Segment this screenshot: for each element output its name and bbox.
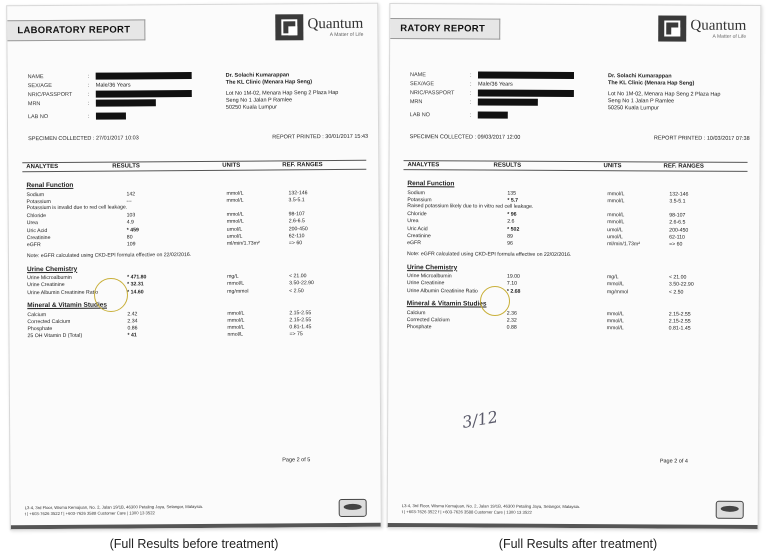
abnormal-flag: * (507, 211, 510, 218)
patient-row: NRIC/PASSPORT : (410, 88, 590, 98)
result-value: 19.00 (506, 273, 520, 280)
patient-row: LAB NO : (28, 111, 208, 121)
results-body (26, 174, 367, 340)
abnormal-flag: * (506, 288, 509, 295)
redacted-block (478, 111, 508, 118)
analyte-unit: umol/L (607, 233, 623, 240)
analyte-name: Uric Acid (26, 227, 48, 234)
analyte-value (123, 288, 227, 295)
patient-row: SEX/AGE : Male/36 Years (27, 81, 131, 89)
analyte-value (123, 226, 227, 233)
result-value: 5.7 (510, 197, 519, 204)
result-value: 471.80 (130, 274, 147, 281)
section-title-mineral: Mineral & Vitamin Studies (406, 300, 487, 308)
result-value: 2.34 (127, 318, 138, 325)
reference-range: 2.15-2.55 (668, 318, 691, 325)
analyte-value (123, 281, 227, 288)
analyte-unit: mg/L (606, 274, 619, 281)
column-header: ANALYTES (26, 163, 59, 171)
analyte-name: Corrected Calcium (406, 317, 450, 324)
patient-info (410, 70, 590, 120)
reference-range: 200-450 (288, 225, 308, 232)
analyte-value (123, 219, 227, 226)
analyte-name: Corrected Calcium (27, 318, 71, 326)
reference-range: 2.6-6.5 (669, 219, 686, 226)
reference-range: < 21.00 (289, 273, 307, 280)
column-header: REF. RANGES (663, 163, 704, 170)
reference-range: 62-110 (288, 232, 305, 240)
reference-range: 98-107 (288, 211, 305, 218)
accreditation-badge (716, 501, 744, 519)
reference-range: 2.15-2.55 (289, 310, 312, 317)
abnormal-flag: * (127, 274, 130, 281)
analyte-unit: mg/mmol (606, 288, 629, 295)
redacted-block (96, 90, 192, 98)
analyte-value (503, 325, 607, 332)
patient-row: LAB NO : (410, 110, 590, 120)
footer-address (25, 503, 325, 517)
reference-range: 3.5-5.1 (288, 197, 305, 204)
logo-tagline: A Matter of Life (329, 31, 364, 38)
egfr-note: Note: eGFR calculated using CKD-EPI formula effective on 22/02/2016. (407, 250, 572, 258)
result-value: 96 (507, 240, 513, 247)
analyte-name: eGFR (26, 241, 41, 249)
patient-row: NAME : (28, 71, 208, 81)
abnormal-flag: * (127, 332, 130, 339)
patient-field-label: SEX/AGE (27, 82, 52, 89)
result-value: 142 (126, 191, 136, 198)
specimen-dates (410, 134, 750, 142)
redacted-block (478, 89, 574, 97)
analyte-unit: mmol/L (226, 197, 244, 204)
analyte-name: Sodium (26, 191, 45, 198)
redacted-block (96, 72, 192, 80)
clinic-address-line: 50250 Kuala Lumpur (607, 105, 659, 112)
patient-field-label: MRN (409, 98, 423, 105)
analyte-unit: umol/L (607, 226, 623, 233)
clinic-address-line: Lot No 1M-02, Menara Hap Seng 2 Plaza Hap (607, 91, 721, 98)
clinic-name: The KL Clinic (Menara Hap Seng) (225, 79, 313, 86)
analyte-name: eGFR (407, 240, 421, 247)
analyte-value (503, 241, 607, 248)
patient-field-label: MRN (27, 100, 41, 107)
analyte-value (123, 198, 227, 205)
patient-row: NRIC/PASSPORT : (28, 89, 208, 99)
quantum-logo-icon (658, 15, 686, 41)
patient-field-label: NRIC/PASSPORT (409, 89, 455, 96)
result-value: --- (126, 198, 132, 205)
clinic-address-line: Seng No 1 Jalan P Ramlee (225, 97, 293, 104)
footer-address (402, 503, 702, 517)
doctor-info (608, 73, 748, 113)
footer-strip (11, 523, 381, 530)
doctor-name: Dr. Solachi Kumarappan (225, 72, 290, 79)
reference-range: 0.81-1.45 (668, 325, 691, 332)
reference-range: 0.81-1.45 (289, 324, 312, 331)
section-title-urine: Urine Chemistry (406, 263, 458, 272)
analyte-value (123, 318, 227, 325)
renal-note: Raised potassium likely due to in vitro red cell leakage. (407, 203, 534, 211)
analyte-unit: ml/min/1.73m² (607, 241, 641, 248)
reference-range: => 60 (288, 240, 303, 247)
specimen-collected: SPECIMEN COLLECTED : 09/03/2017 12:00 (409, 134, 521, 141)
patient-row: NAME : (410, 70, 590, 80)
analyte-value (503, 197, 607, 204)
report-title: RATORY REPORT (390, 18, 500, 40)
analyte-name: Urine Albumin Creatinine Ratio (27, 289, 99, 296)
footer-line: L3-4, 3rd Floor, Wisma Kemajuan, No. 2, Jalan 19/1B, 46300 Petaling Jaya, Selangor, Malaysia. (401, 503, 581, 510)
result-value: 7.10 (506, 281, 518, 288)
analyte-unit: mmol/L (606, 325, 624, 332)
analyte-unit: mmol/L (607, 190, 625, 197)
redacted-block (478, 98, 538, 105)
column-header: RESULTS (112, 163, 140, 170)
result-value: 32.31 (130, 281, 144, 288)
result-value: 4.9 (126, 219, 134, 226)
report-printed: REPORT PRINTED : 30/01/2017 15:43 (272, 133, 369, 141)
patient-sexage: Male/36 Years (477, 80, 513, 88)
analyte-name: Creatinine (407, 232, 431, 239)
analyte-name: Chloride (407, 211, 427, 218)
analyte-value (122, 190, 226, 197)
analyte-name: Urine Albumin Creatinine Ratio (406, 287, 478, 295)
analyte-value (123, 241, 227, 248)
analyte-value (503, 288, 607, 295)
reference-range: 2.6-6.5 (288, 218, 305, 225)
analyte-name: 25 OH Vitamin D (Total) (27, 333, 83, 340)
result-row (27, 239, 367, 249)
section-title-urine: Urine Chemistry (26, 265, 78, 273)
reference-range: => 75 (289, 331, 303, 338)
analyte-name: Urine Microalbumin (27, 275, 72, 282)
clinic-address-line: Seng No 1 Jalan P Ramlee (607, 98, 675, 105)
result-value: 96 (510, 211, 517, 218)
patient-field-label: LAB NO (409, 111, 430, 118)
patient-field-label: LAB NO (27, 113, 49, 120)
column-header: REF. RANGES (282, 162, 323, 169)
analyte-unit: mmol/L (227, 324, 245, 331)
analyte-name: Phosphate (406, 324, 432, 331)
reference-range: 3.5-5.1 (669, 198, 686, 205)
analyte-name: Urine Creatinine (406, 280, 445, 287)
clinic-address-line: Lot No 1M-02, Menara Hap Seng 2 Plaza Hap (225, 89, 339, 97)
column-header: UNITS (222, 162, 241, 169)
clinic-name: The KL Clinic (Menara Hap Seng) (607, 80, 695, 87)
analyte-unit: umol/L (226, 226, 243, 233)
analyte-value (503, 274, 607, 281)
redacted-block (96, 99, 156, 106)
handwritten-note: 3/12 (460, 407, 500, 432)
patient-row: MRN : (410, 97, 590, 107)
abnormal-flag: * (507, 197, 510, 204)
analyte-unit: mmol/L (607, 219, 625, 226)
result-row (407, 239, 747, 248)
doctor-info (226, 72, 366, 112)
logo-name: Quantum (307, 15, 364, 32)
result-value: 41 (130, 332, 137, 339)
reference-range: 200-450 (669, 227, 689, 234)
report-sheet-after (387, 3, 762, 530)
result-row (27, 287, 367, 297)
analyte-name: Uric Acid (407, 225, 428, 232)
result-value: 459 (130, 226, 139, 233)
result-row (407, 324, 747, 333)
result-value: 2.36 (506, 310, 517, 317)
patient-field-label: NAME (27, 73, 44, 80)
report-sheet-before (6, 3, 382, 531)
analyte-unit: mmol/L (606, 311, 624, 318)
logo-name: Quantum (690, 17, 747, 34)
reference-range: 3.50-22.90 (668, 281, 694, 289)
analyte-unit: mmol/L (606, 281, 624, 288)
analyte-unit: mmol/L (226, 190, 244, 197)
result-value: 103 (126, 212, 136, 219)
analyte-value (503, 233, 607, 240)
abnormal-flag: * (127, 281, 130, 288)
result-value: 109 (126, 241, 136, 248)
analyte-unit: ml/min/1.73m² (226, 240, 260, 247)
reference-range: < 21.00 (668, 274, 687, 281)
result-value: 2.32 (506, 317, 517, 324)
analyte-value (503, 190, 607, 197)
reference-range: 62-110 (669, 234, 685, 241)
analyte-unit: mmol/L (226, 218, 244, 226)
accreditation-badge (339, 499, 367, 517)
patient-row: MRN : (28, 98, 208, 108)
reference-range: 132-146 (669, 191, 689, 198)
results-body (407, 174, 748, 333)
analyte-name: Calcium (406, 309, 426, 317)
analyte-value (503, 310, 607, 317)
report-printed: REPORT PRINTED : 10/03/2017 07:38 (653, 135, 750, 142)
analyte-name: Potassium (26, 198, 51, 205)
analyte-name: Phosphate (27, 326, 53, 333)
report-title: LABORATORY REPORT (7, 19, 145, 41)
reference-range: < 2.50 (289, 287, 304, 294)
result-value: 0.88 (506, 324, 517, 331)
patient-field-label: NRIC/PASSPORT (27, 91, 73, 98)
section-title-mineral: Mineral & Vitamin Studies (27, 301, 108, 310)
analyte-unit: mmol/L (606, 318, 624, 325)
results-table-header (22, 160, 366, 172)
egfr-note: Note: eGFR calculated using CKD-EPI formula effective on 22/02/2016. (26, 251, 192, 259)
reference-range: 132-146 (288, 189, 308, 196)
analyte-unit: mg/L (227, 273, 239, 281)
analyte-name: Urea (26, 220, 38, 227)
analyte-unit: mmol/L (227, 281, 245, 288)
patient-sexage: Male/36 Years (95, 81, 131, 89)
redacted-block (96, 112, 126, 119)
analyte-unit: mmol/L (607, 197, 625, 205)
reference-range: 3.50-22.90 (289, 280, 314, 287)
abnormal-flag: * (126, 226, 129, 233)
analyte-name: Calcium (27, 311, 47, 319)
footer-line: t | +603-7626 3522 f | +603-7626 3588 Customer Care | 1300 13 3522 (401, 509, 532, 515)
quantum-logo (275, 14, 363, 41)
analyte-value (123, 311, 227, 318)
renal-note: Potassium is invalid due to red cell leakage. (26, 204, 128, 212)
redacted-block (478, 71, 574, 79)
patient-row: SEX/AGE : Male/36 Years (409, 80, 513, 88)
logo-tagline: A Matter of Life (712, 33, 747, 40)
result-value: 14.60 (130, 289, 144, 296)
analyte-unit: mmol/L (607, 212, 625, 219)
result-value: 0.86 (127, 325, 138, 332)
quantum-logo (658, 15, 746, 41)
analyte-name: Chloride (26, 213, 46, 220)
patient-field-label: SEX/AGE (409, 80, 435, 87)
highlight-circle-before (94, 278, 128, 312)
result-row (27, 331, 367, 341)
page-number: Page 2 of 4 (659, 458, 688, 465)
reference-range: => 60 (669, 241, 683, 248)
analyte-name: Potassium (407, 196, 432, 204)
analyte-unit: mmol/L (227, 310, 245, 317)
result-value: 135 (507, 190, 517, 197)
column-header: RESULTS (493, 162, 522, 169)
analyte-value (123, 212, 227, 219)
result-row (407, 287, 747, 296)
reference-range: 2.15-2.55 (289, 317, 312, 324)
section-title-renal: Renal Function (407, 180, 455, 188)
analyte-unit: nmol/L (227, 332, 244, 339)
result-value: 80 (126, 234, 133, 241)
analyte-name: Urine Creatinine (27, 282, 65, 289)
analyte-unit: mg/mmol (227, 288, 249, 295)
specimen-collected: SPECIMEN COLLECTED : 27/01/2017 10:03 (28, 135, 139, 143)
analyte-unit: mmol/L (226, 211, 244, 218)
analyte-value (123, 233, 227, 240)
reference-range: 2.15-2.55 (668, 311, 691, 318)
doctor-name: Dr. Solachi Kumarappan (607, 73, 672, 80)
reference-range: < 2.50 (668, 289, 684, 296)
result-value: 502 (510, 226, 520, 233)
result-value: 89 (507, 233, 513, 240)
patient-field-label: NAME (409, 71, 426, 78)
analyte-unit: mmol/L (227, 317, 245, 324)
reference-range: 98-107 (669, 212, 686, 219)
analyte-name: Urine Microalbumin (406, 273, 452, 280)
section-title-renal: Renal Function (26, 181, 74, 190)
analyte-value (503, 212, 607, 219)
analyte-name: Creatinine (26, 234, 51, 241)
results-table-header (404, 160, 748, 172)
footer-strip (388, 523, 758, 529)
abnormal-flag: * (127, 289, 130, 296)
abnormal-flag: * (507, 226, 510, 233)
result-value: 2.6 (507, 218, 515, 226)
column-header: UNITS (603, 163, 622, 170)
result-value: 2.42 (127, 311, 138, 318)
footer-line: t | +603-7626 3522 f | +603-7626 3588 Customer Care | 1300 13 3522 (24, 510, 155, 517)
column-header: ANALYTES (407, 162, 440, 169)
caption-before: (Full Results before treatment) (109, 537, 279, 551)
analyte-unit: umol/L (226, 233, 243, 240)
quantum-logo-icon (275, 14, 303, 40)
analyte-value (123, 325, 227, 332)
result-value: 2.68 (510, 288, 521, 295)
clinic-address-line: 50250 Kuala Lumpur (225, 104, 277, 111)
analyte-value (503, 281, 607, 288)
analyte-value (503, 318, 607, 325)
page-number: Page 2 of 5 (282, 457, 311, 464)
analyte-name: Sodium (407, 189, 425, 196)
specimen-dates (28, 134, 368, 142)
analyte-name: Urea (407, 218, 419, 225)
caption-after: (Full Results after treatment) (498, 537, 658, 551)
highlight-circle-after (480, 286, 510, 316)
footer-line: L3-4, 3rd Floor, Wisma Kemajuan, No. 2, Jalan 19/1B, 46300 Petaling Jaya, Selangor, Malaysia. (24, 503, 204, 511)
analyte-value (503, 219, 607, 226)
patient-info (28, 71, 208, 121)
analyte-value (123, 274, 227, 281)
analyte-value (123, 332, 227, 339)
analyte-value (503, 226, 607, 233)
